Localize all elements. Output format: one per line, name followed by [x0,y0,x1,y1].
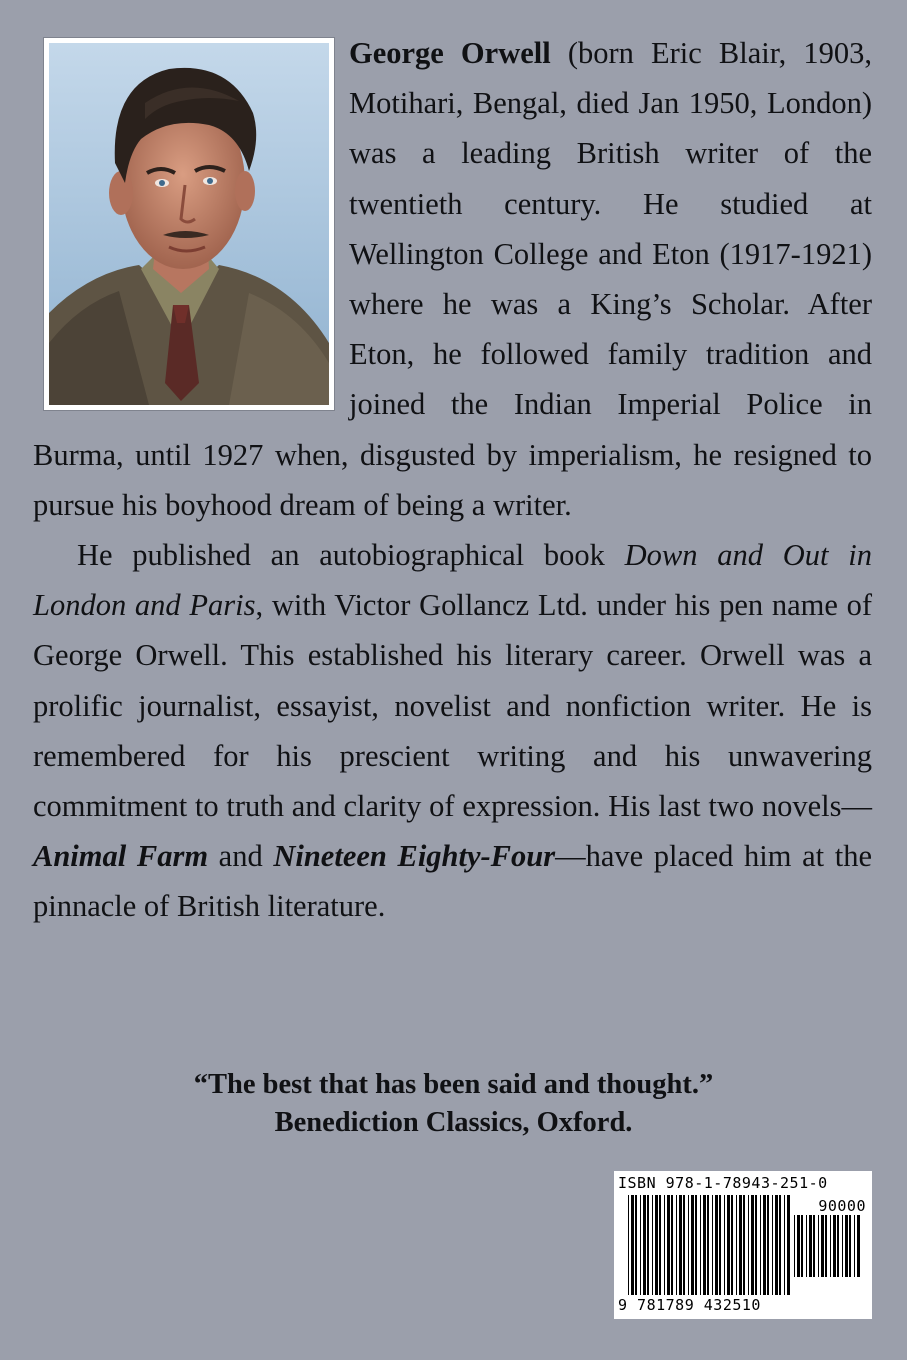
book-title-animal-farm: Animal Farm [33,839,209,874]
isbn-label: ISBN 978-1-78943-251-0 [618,1174,828,1192]
price-code: 90000 [818,1197,866,1215]
bio-text-2a: He published an autobiographical book [77,538,625,573]
publisher-quote [0,1066,907,1142]
quote-attribution: Benediction Classics, Oxford. [274,1107,633,1138]
book-title-1984: Nineteen Eighty-Four [273,839,556,874]
bio-text-1: (born Eric Blair, 1903, Motihari, Bengal, died Jan 1950, London) was a leading British writer of the twentieth century. He studied at Wellington College and Eton (1917-1921) where he was a King’s Scholar. After Eton, he followed family tradition and joined the Indian Imperial Police in Burma, until 1927 when, disgusted by imperialism, he resigned to pursue his boyhood dream of being a writer. [33,36,872,522]
bio-paragraph-2 [33,530,872,932]
author-biography [33,28,872,932]
quote-text: “The best that has been said and thought.” [193,1069,714,1100]
barcode-digits: 9 781789 432510 [618,1296,761,1314]
bio-paragraph-1 [33,28,872,530]
isbn-barcode [614,1171,872,1319]
addon-barcode-bars [794,1215,862,1279]
ean-barcode-bars [628,1195,790,1299]
bio-text-and: and [208,839,274,874]
book-title-down-and-out: Down and Out in London and Paris [33,538,872,623]
portrait-wrap-space [33,28,349,402]
bio-text-2b: , with Victor Gollancz Ltd. under his pen name of George Orwell. This established his literary career. Orwell was a prolific journalist, essayist, novelist and nonfiction writer. He is remembered for his prescient writing and his unwavering commitment to truth and clarity of expression. His last two novels— [33,588,873,824]
author-name: George Orwell [349,36,551,70]
bio-text-2c: —have placed him at the pinnacle of British literature. [33,839,872,924]
